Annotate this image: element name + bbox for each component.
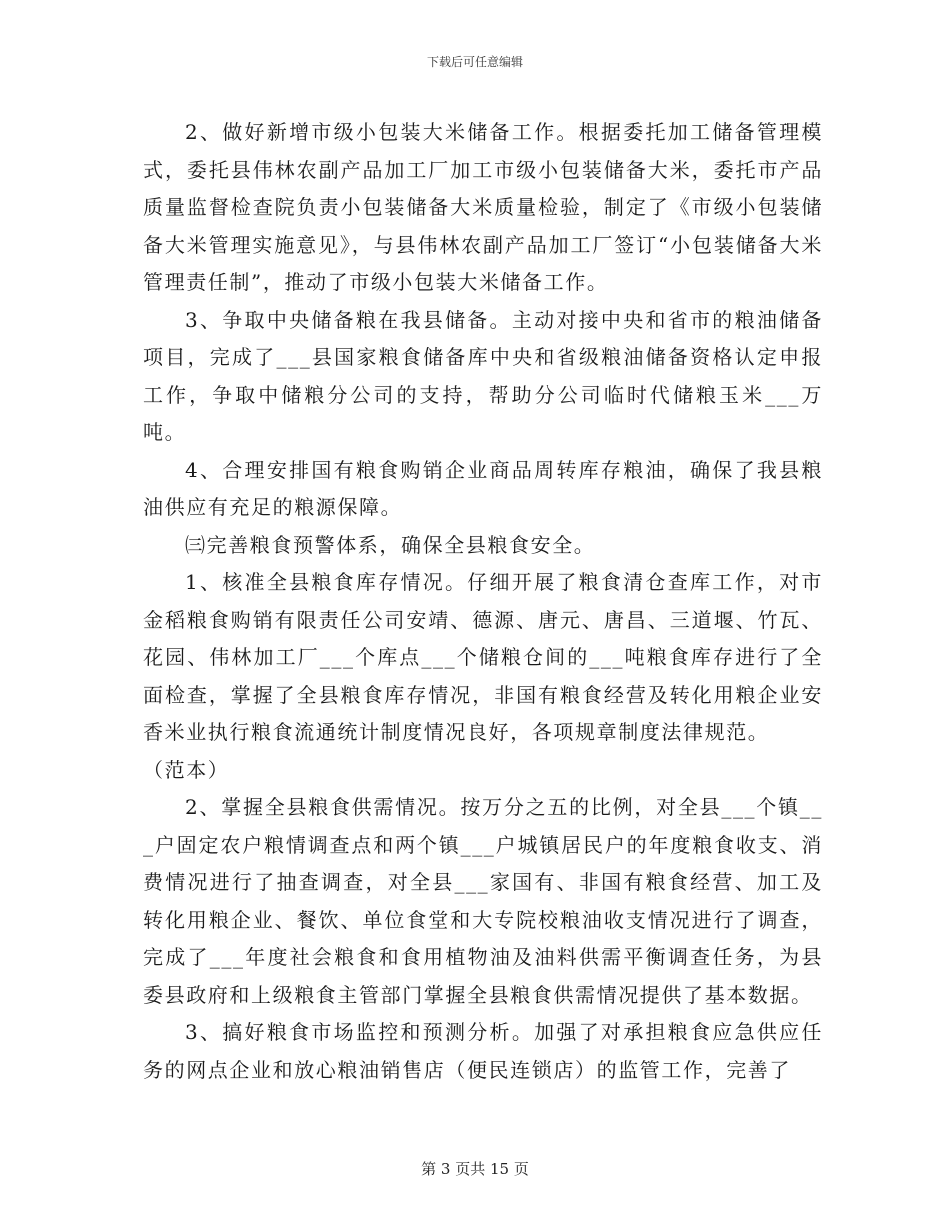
section-heading-warning-system: ㈢完善粮食预警体系，确保全县粮食安全。 bbox=[185, 532, 596, 557]
paragraph-turnover-stock: 4、合理安排国有粮食购销企业商品周转库存粮油，确保了我县粮油供应有充足的粮源保障。 bbox=[143, 457, 823, 519]
document-body bbox=[143, 114, 823, 1089]
paragraph-central-grain-reserve: 3、争取中央储备粮在我县储备。主动对接中央和省市的粮油储备项目，完成了___县国家粮食储备库中央和省级粮油储备资格认定申报工作，争取中储粮分公司的支持，帮助分公司临时代储粮玉米___万吨。 bbox=[143, 307, 823, 444]
page-footer: 第 3 页共 15 页 bbox=[421, 1160, 529, 1178]
paragraph-grain-inventory-check: 1、核准全县粮食库存情况。仔细开展了粮食清仓查库工作，对市金稻粮食购销有限责任公司安靖、德源、唐元、唐昌、三道堰、竹瓦、花园、伟林加工厂___个库点___个储粮仓间的___吨粮食库存进行了全面检查，掌握了全县粮食库存情况，非国有粮食经营及转化用粮企业安香米业执行粮食流通统计制度情况良好，各项规章制度法律规范。 bbox=[143, 570, 823, 744]
paragraph-market-monitoring: 3、搞好粮食市场监控和预测分析。加强了对承担粮食应急供应任务的网点企业和放心粮油销售店（便民连锁店）的监管工作，完善了 bbox=[143, 1020, 823, 1082]
paragraph-grain-supply-demand: 2、掌握全县粮食供需情况。按万分之五的比例，对全县___个镇___户固定农户粮情调查点和两个镇___户城镇居民户的年度粮食收支、消费情况进行了抽查调查，对全县___家国有、非国有粮食经营、加工及转化用粮企业、餐饮、单位食堂和大专院校粮油收支情况进行了调查，完成了___年度社会粮食和食用植物油及油料供需平衡调查任务，为县委县政府和上级粮食主管部门掌握全县粮食供需情况提供了基本数据。 bbox=[143, 795, 823, 1007]
template-note: （范本） bbox=[143, 757, 230, 782]
paragraph-small-package-rice-reserve: 2、做好新增市级小包装大米储备工作。根据委托加工储备管理模式，委托县伟林农副产品加工厂加工市级小包装储备大米，委托市产品质量监督检查院负责小包装储备大米质量检验，制定了《市级小包装储备大米管理实施意见》，与县伟林农副产品加工厂签订“小包装储备大米管理责任制”，推动了市级小包装大米储备工作。 bbox=[143, 120, 823, 294]
page-header: 下载后可任意编辑 bbox=[426, 55, 523, 69]
